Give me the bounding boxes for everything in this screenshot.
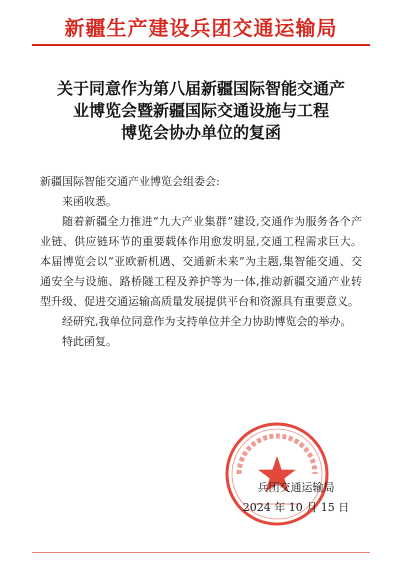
signature-org: 兵团交通运输局: [257, 481, 335, 494]
letterhead-red-rule: [32, 44, 370, 46]
signature-block: [226, 478, 366, 518]
paragraph-closing: 特此函复。: [62, 335, 117, 348]
signature-date: 2024 年 10 月 15 日: [242, 501, 350, 514]
letter-body: [40, 192, 362, 352]
footer-rule: [32, 552, 370, 553]
document-title-line-1: 关于同意作为第八届新疆国际智能交通产: [56, 79, 345, 98]
document-title-line-2: 业博览会暨新疆国际交通设施与工程: [72, 101, 329, 120]
paragraph-background: 随着新疆全力推进“九大产业集群”建设,交通作为服务各个产业链、供应链环节的重要载体作用愈发明显,交通工程需求巨大。本届博览会以“亚欧新机遇、交通新未来”为主题,集智能交通、交通安全与设施、路桥隧工程及养护等为一体,推动新疆交通产业转型升级、促进交通运输高质量发展提供平台和资源具有重要意义。: [40, 215, 362, 308]
salutation: 新疆国际智能交通产业博览会组委会:: [40, 175, 220, 188]
letterhead-org-name: 新疆生产建设兵团交通运输局: [64, 16, 338, 40]
paragraph-decision: 经研究,我单位同意作为支持单位并全力协助博览会的举办。: [62, 315, 352, 328]
paragraph-acknowledgement: 来函收悉。: [62, 195, 117, 208]
document-title: [30, 78, 372, 144]
document-title-line-3: 博览会协办单位的复函: [120, 123, 281, 142]
